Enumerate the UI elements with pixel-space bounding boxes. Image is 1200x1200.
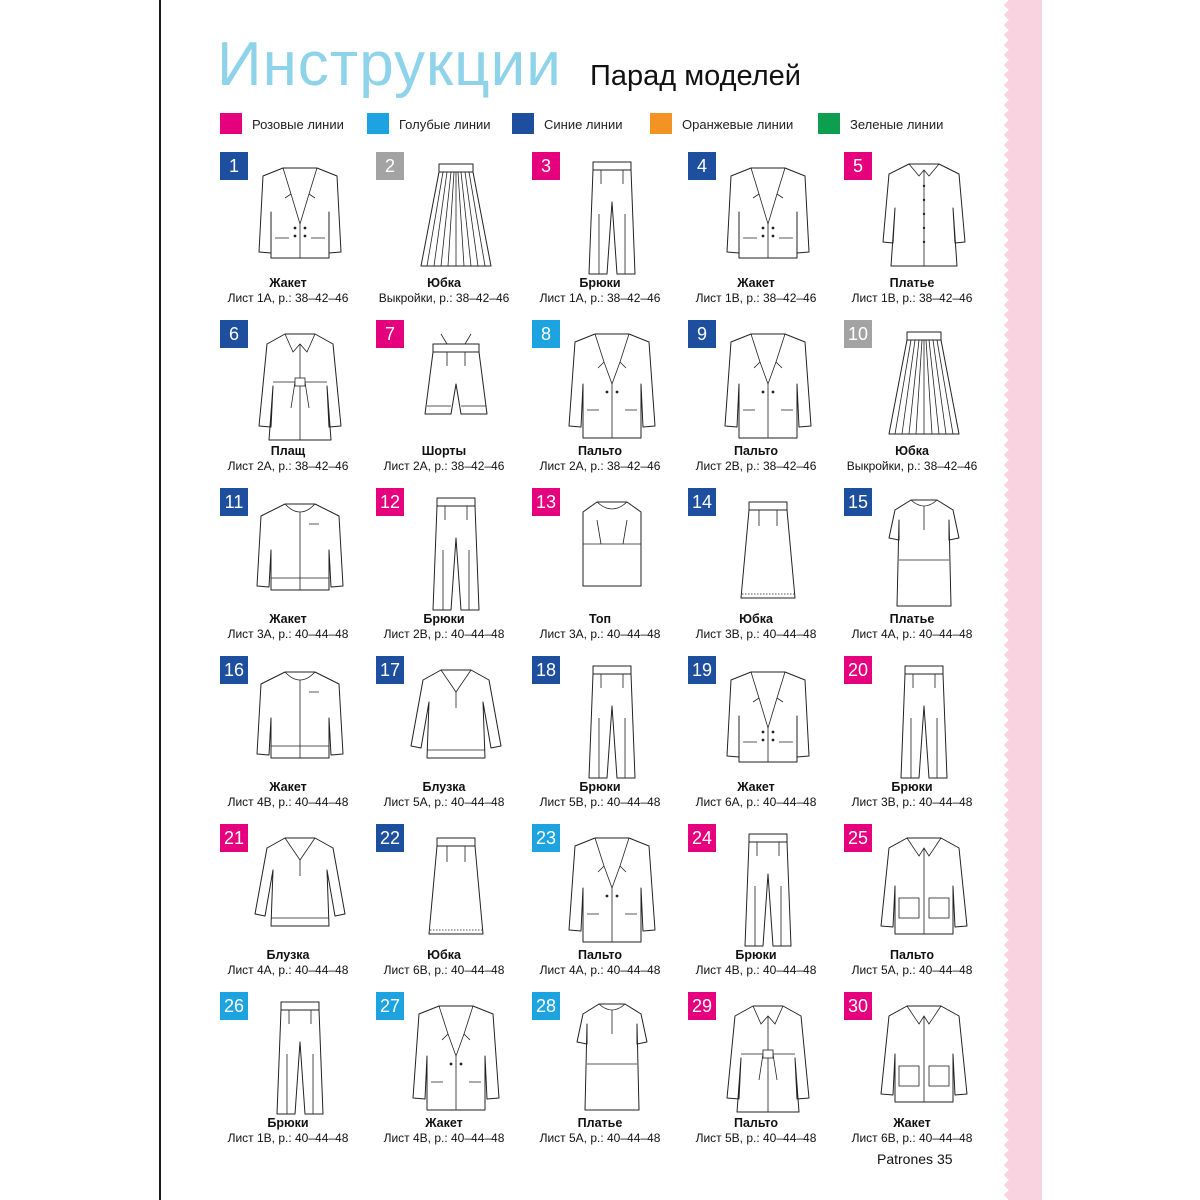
model-name: Блузка <box>422 780 466 794</box>
model-pattern-sheet: Лист 4А, р.: 40–44–48 <box>227 963 349 977</box>
model-number-badge: 14 <box>688 488 716 516</box>
legend-item-orange <box>650 108 793 134</box>
color-legend <box>220 108 1000 134</box>
page-title: Инструкции <box>217 30 562 99</box>
model-name: Жакет <box>269 276 307 290</box>
jacket-icon <box>245 154 355 280</box>
model-card <box>844 656 1000 824</box>
model-name: Брюки <box>735 948 777 962</box>
model-pattern-sheet: Выкройки, р.: 38–42–46 <box>378 291 510 305</box>
model-number-badge: 18 <box>532 656 560 684</box>
top-icon <box>557 490 667 616</box>
jacket-icon <box>713 658 823 784</box>
model-number-badge: 20 <box>844 656 872 684</box>
model-number-badge: 17 <box>376 656 404 684</box>
model-pattern-sheet: Лист 5А, р.: 40–44–48 <box>383 795 505 809</box>
trousers-icon <box>401 490 511 616</box>
model-card <box>376 152 532 320</box>
page-left-rule <box>159 0 161 1200</box>
model-card <box>688 824 844 992</box>
legend-item-pink <box>220 108 344 134</box>
model-card <box>220 152 376 320</box>
model-pattern-sheet: Лист 4В, р.: 40–44–48 <box>383 1131 505 1145</box>
model-card <box>532 488 688 656</box>
model-card <box>532 824 688 992</box>
legend-label: Синие линии <box>544 117 623 132</box>
legend-label: Голубые линии <box>399 117 491 132</box>
model-number-badge: 25 <box>844 824 872 852</box>
model-card <box>376 656 532 824</box>
model-name: Юбка <box>739 612 773 626</box>
model-number-badge: 8 <box>532 320 560 348</box>
model-pattern-sheet: Лист 4А, р.: 40–44–48 <box>851 627 973 641</box>
model-number-badge: 26 <box>220 992 248 1020</box>
dress-icon <box>557 994 667 1120</box>
model-name: Брюки <box>423 612 465 626</box>
legend-swatch <box>220 113 242 134</box>
model-number-badge: 24 <box>688 824 716 852</box>
model-card <box>376 488 532 656</box>
model-pattern-sheet: Лист 6В, р.: 40–44–48 <box>383 963 505 977</box>
model-name: Платье <box>889 612 935 626</box>
model-card <box>376 992 532 1160</box>
collarless-jacket-icon <box>245 490 355 616</box>
short-coat-icon <box>869 826 979 952</box>
model-card <box>532 320 688 488</box>
model-card <box>844 824 1000 992</box>
model-pattern-sheet: Лист 1А, р.: 38–42–46 <box>539 291 661 305</box>
legend-swatch <box>818 113 840 134</box>
model-pattern-sheet: Лист 5В, р.: 40–44–48 <box>539 795 661 809</box>
models-grid <box>220 152 1000 1152</box>
legend-swatch <box>512 113 534 134</box>
model-pattern-sheet: Лист 2В, р.: 40–44–48 <box>383 627 505 641</box>
model-card <box>532 152 688 320</box>
model-card <box>532 656 688 824</box>
model-name: Плащ <box>270 444 306 458</box>
collarless-jacket-icon <box>245 658 355 784</box>
coat-icon <box>713 322 823 448</box>
trousers-icon <box>713 826 823 952</box>
model-name: Жакет <box>269 780 307 794</box>
legend-label: Зеленые линии <box>850 117 944 132</box>
model-number-badge: 6 <box>220 320 248 348</box>
model-card <box>688 656 844 824</box>
model-number-badge: 19 <box>688 656 716 684</box>
model-card <box>844 488 1000 656</box>
coat-icon <box>557 322 667 448</box>
model-pattern-sheet: Лист 1В, р.: 38–42–46 <box>851 291 973 305</box>
trousers-icon <box>245 994 355 1120</box>
trousers-icon <box>557 154 667 280</box>
model-card <box>376 824 532 992</box>
jacket-icon <box>713 154 823 280</box>
model-name: Жакет <box>269 612 307 626</box>
trench-coat-icon <box>713 994 823 1120</box>
page-subtitle: Парад моделей <box>590 60 801 92</box>
model-number-badge: 12 <box>376 488 404 516</box>
footer-page-number: 35 <box>936 1151 953 1167</box>
coat-icon <box>401 994 511 1120</box>
model-card <box>844 320 1000 488</box>
shorts-icon <box>401 322 511 448</box>
model-card <box>220 488 376 656</box>
model-name: Пальто <box>733 444 779 458</box>
model-pattern-sheet: Лист 2А, р.: 38–42–46 <box>227 459 349 473</box>
model-name: Брюки <box>267 1116 309 1130</box>
model-pattern-sheet: Лист 1В, р.: 38–42–46 <box>695 291 817 305</box>
model-card <box>688 320 844 488</box>
model-pattern-sheet: Лист 3А, р.: 40–44–48 <box>227 627 349 641</box>
model-number-badge: 7 <box>376 320 404 348</box>
model-name: Брюки <box>579 276 621 290</box>
model-pattern-sheet: Лист 5А, р.: 40–44–48 <box>851 963 973 977</box>
legend-label: Розовые линии <box>252 117 344 132</box>
model-name: Брюки <box>891 780 933 794</box>
model-card <box>220 992 376 1160</box>
model-name: Платье <box>889 276 935 290</box>
model-name: Топ <box>588 612 612 626</box>
model-card <box>532 992 688 1160</box>
legend-item-blue <box>512 108 622 134</box>
straight-skirt-icon <box>713 490 823 616</box>
model-name: Пальто <box>733 1116 779 1130</box>
short-coat-icon <box>869 994 979 1120</box>
model-name: Жакет <box>737 780 775 794</box>
model-name: Жакет <box>893 1116 931 1130</box>
legend-item-green <box>818 108 943 134</box>
model-card <box>688 152 844 320</box>
blouse-icon <box>245 826 355 952</box>
model-card <box>376 320 532 488</box>
model-pattern-sheet: Лист 1В, р.: 40–44–48 <box>227 1131 349 1145</box>
model-number-badge: 27 <box>376 992 404 1020</box>
model-pattern-sheet: Лист 2В, р.: 38–42–46 <box>695 459 817 473</box>
model-pattern-sheet: Лист 2А, р.: 38–42–46 <box>539 459 661 473</box>
legend-swatch <box>367 113 389 134</box>
model-pattern-sheet: Лист 6В, р.: 40–44–48 <box>851 1131 973 1145</box>
model-name: Жакет <box>737 276 775 290</box>
trench-coat-icon <box>245 322 355 448</box>
page-edge-decoration <box>1004 0 1042 1200</box>
model-card <box>688 488 844 656</box>
model-number-badge: 23 <box>532 824 560 852</box>
model-pattern-sheet: Лист 3В, р.: 40–44–48 <box>695 627 817 641</box>
model-pattern-sheet: Выкройки, р.: 38–42–46 <box>846 459 978 473</box>
model-pattern-sheet: Лист 4В, р.: 40–44–48 <box>695 963 817 977</box>
model-card <box>688 992 844 1160</box>
pleated-skirt-icon <box>401 154 511 280</box>
model-name: Платье <box>577 1116 623 1130</box>
model-name: Шорты <box>421 444 467 458</box>
model-number-badge: 21 <box>220 824 248 852</box>
model-name: Пальто <box>577 444 623 458</box>
model-card <box>844 992 1000 1160</box>
dress-icon <box>869 490 979 616</box>
legend-item-light-blue <box>367 108 491 134</box>
model-pattern-sheet: Лист 4А, р.: 40–44–48 <box>539 963 661 977</box>
model-pattern-sheet: Лист 1А, р.: 38–42–46 <box>227 291 349 305</box>
model-pattern-sheet: Лист 3В, р.: 40–44–48 <box>851 795 973 809</box>
model-pattern-sheet: Лист 5А, р.: 40–44–48 <box>539 1131 661 1145</box>
model-name: Пальто <box>889 948 935 962</box>
trousers-icon <box>557 658 667 784</box>
straight-skirt-icon <box>401 826 511 952</box>
model-number-badge: 30 <box>844 992 872 1020</box>
blouse-icon <box>401 658 511 784</box>
model-pattern-sheet: Лист 6А, р.: 40–44–48 <box>695 795 817 809</box>
model-number-badge: 15 <box>844 488 872 516</box>
legend-swatch <box>650 113 672 134</box>
model-name: Брюки <box>579 780 621 794</box>
model-name: Юбка <box>895 444 929 458</box>
model-name: Юбка <box>427 276 461 290</box>
model-name: Пальто <box>577 948 623 962</box>
coat-icon <box>557 826 667 952</box>
model-pattern-sheet: Лист 2А, р.: 38–42–46 <box>383 459 505 473</box>
model-number-badge: 1 <box>220 152 248 180</box>
model-number-badge: 13 <box>532 488 560 516</box>
model-name: Блузка <box>266 948 310 962</box>
model-number-badge: 3 <box>532 152 560 180</box>
model-card <box>220 824 376 992</box>
model-card <box>844 152 1000 320</box>
page-footer <box>877 1151 953 1167</box>
model-pattern-sheet: Лист 4В, р.: 40–44–48 <box>227 795 349 809</box>
model-card <box>220 320 376 488</box>
model-number-badge: 2 <box>376 152 404 180</box>
model-name: Жакет <box>425 1116 463 1130</box>
model-number-badge: 16 <box>220 656 248 684</box>
model-number-badge: 5 <box>844 152 872 180</box>
pleated-skirt-icon <box>869 322 979 448</box>
model-number-badge: 9 <box>688 320 716 348</box>
model-number-badge: 4 <box>688 152 716 180</box>
model-number-badge: 28 <box>532 992 560 1020</box>
model-card <box>220 656 376 824</box>
model-pattern-sheet: Лист 5В, р.: 40–44–48 <box>695 1131 817 1145</box>
model-number-badge: 29 <box>688 992 716 1020</box>
model-number-badge: 11 <box>220 488 248 516</box>
model-number-badge: 10 <box>844 320 872 348</box>
model-pattern-sheet: Лист 3А, р.: 40–44–48 <box>539 627 661 641</box>
trousers-icon <box>869 658 979 784</box>
legend-label: Оранжевые линии <box>682 117 794 132</box>
model-name: Юбка <box>427 948 461 962</box>
footer-brand: Patrones <box>877 1151 934 1167</box>
model-number-badge: 22 <box>376 824 404 852</box>
shirt-dress-icon <box>869 154 979 280</box>
